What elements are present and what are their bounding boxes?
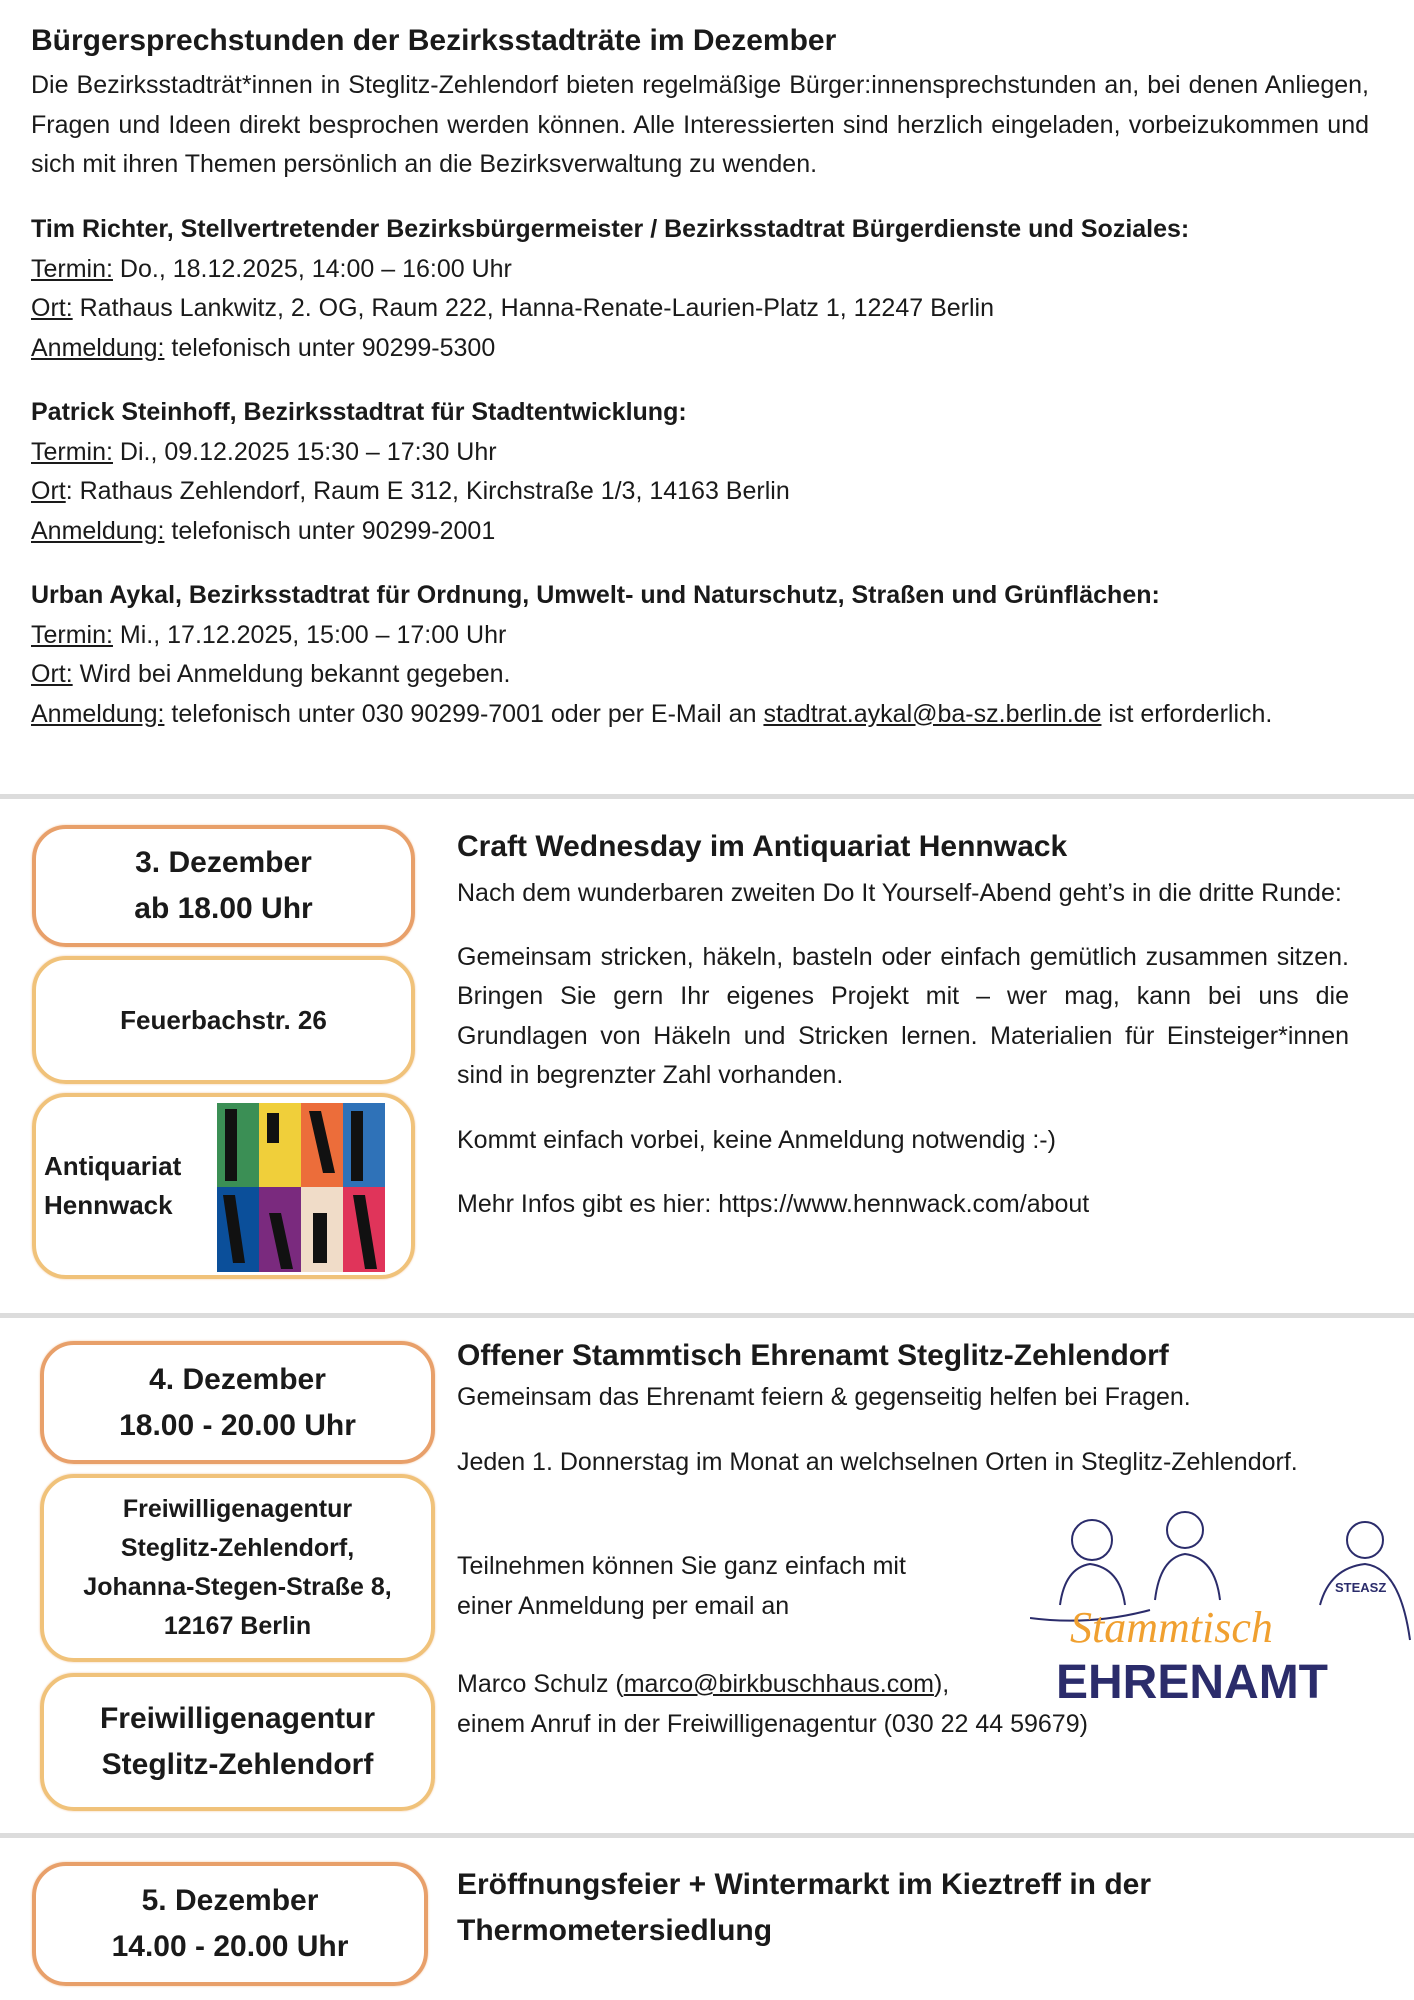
ort-label: Ort xyxy=(31,477,66,505)
termin-value: Do., 18.12.2025, 14:00 – 16:00 Uhr xyxy=(112,254,512,283)
event-address-box xyxy=(32,956,415,1084)
event-paragraph: Nach dem wunderbaren zweiten Do It Yourself-Abend geht’s in die dritte Runde: xyxy=(457,879,1342,907)
anmeldung-value: telefonisch unter 90299-2001 xyxy=(164,516,496,545)
event-date-box xyxy=(40,1341,435,1464)
anmeldung-value: telefonisch unter 90299-5300 xyxy=(164,333,496,362)
event-title: Craft Wednesday im Antiquariat Hennwack xyxy=(457,830,1068,863)
termin-label: Termin: xyxy=(31,437,113,466)
event-venue-box xyxy=(32,1093,415,1279)
anmeldung-suffix: ist erforderlich. xyxy=(1101,699,1273,728)
anmeldung-value: telefonisch unter 030 90299-7001 oder per E-Mail an xyxy=(164,699,764,728)
venue-name: Steglitz-Zehlendorf xyxy=(101,1748,374,1781)
title-line: Thermometersiedlung xyxy=(457,1914,773,1947)
event-paragraph: Jeden 1. Donnerstag im Monat an welchselnen Orten in Steglitz-Zehlendorf. xyxy=(457,1448,1298,1476)
event-title: Offener Stammtisch Ehrenamt Steglitz-Zehlendorf xyxy=(457,1339,1169,1372)
ort-value: Rathaus Lankwitz, 2. OG, Raum 222, Hanna-Renate-Laurien-Platz 1, 12247 Berlin xyxy=(72,294,995,322)
text-line: Teilnehmen können Sie ganz einfach mit xyxy=(457,1552,906,1580)
entry-aykal xyxy=(31,576,1369,734)
termin-label: Termin: xyxy=(31,254,113,283)
event-date: 5. Dezember xyxy=(141,1884,319,1917)
text-line: einer Anmeldung per email an xyxy=(457,1591,790,1620)
event-address: Feuerbachstr. 26 xyxy=(120,1004,327,1035)
venue-name: Antiquariat xyxy=(44,1151,182,1181)
venue-name: Hennwack xyxy=(44,1190,173,1220)
event-link[interactable]: Mehr Infos gibt es hier: https://www.hennwack.com/about xyxy=(457,1190,1090,1218)
event-time: 14.00 - 20.00 Uhr xyxy=(111,1930,349,1963)
title-line: Eröffnungsfeier + Wintermarkt im Kieztreff in der xyxy=(457,1868,1152,1901)
address-line: Johanna-Stegen-Straße 8, xyxy=(83,1573,392,1601)
address-line: Steglitz-Zehlendorf, xyxy=(120,1534,355,1562)
entry-name: Patrick Steinhoff, Bezirksstadtrat für Stadtentwicklung: xyxy=(31,398,687,426)
event-title xyxy=(457,1862,1151,1954)
event-contact xyxy=(457,1665,1088,1744)
address-line: Freiwilligenagentur xyxy=(122,1495,353,1523)
event-description xyxy=(457,874,1349,1225)
event-date-box xyxy=(32,1862,428,1986)
text: ), xyxy=(933,1670,950,1698)
event-time: 18.00 - 20.00 Uhr xyxy=(119,1408,356,1442)
entry-richter xyxy=(31,210,1391,368)
intro-text: Die Bezirksstadträt*innen in Steglitz-Zehlendorf bieten regelmäßige Bürger:innensprechstunden an, bei denen Anliegen, Fragen und Ideen direkt besprochen werden können. Alle Interessierten sind herzlich eingeladen, vorbeizukommen und sich mit ihren Themen persönlich an die Bezirksverwaltung zu wenden. xyxy=(31,71,1369,178)
event-date-box xyxy=(32,825,415,947)
stammtisch-ehrenamt-logo xyxy=(1030,1500,1414,1705)
divider xyxy=(0,1833,1414,1838)
email-link[interactable]: marco@birkbuschhaus.com xyxy=(623,1670,934,1698)
event-date: 3. Dezember xyxy=(135,846,312,879)
event-date: 4. Dezember xyxy=(149,1362,326,1396)
logo-badge: STEASZ xyxy=(1335,1580,1387,1595)
termin-label: Termin: xyxy=(31,620,113,649)
anmeldung-label: Anmeldung: xyxy=(31,516,165,545)
event-paragraph: Gemeinsam stricken, häkeln, basteln oder einfach gemütlich zusammen sitzen. Bringen Sie gern Ihr eigenes Projekt mit – wer mag, kann bei uns die Grundlagen von Häkeln und Stricken lernen. Materialien für Einsteiger*innen sind in begrenzter Zahl vorhanden. xyxy=(457,942,1349,1089)
entry-name: Tim Richter, Stellvertretender Bezirksbürgermeister / Bezirksstadtrat Bürgerdienste und Soziales: xyxy=(31,215,1190,243)
ort-label: Ort: xyxy=(31,294,73,322)
ort-value: Wird bei Anmeldung bekannt gegeben. xyxy=(72,660,511,688)
event-venue-box xyxy=(40,1673,435,1811)
page-title: Bürgersprechstunden der Bezirksstadträte im Dezember xyxy=(31,24,837,57)
divider xyxy=(0,794,1414,799)
hennwack-logo xyxy=(217,1103,385,1272)
event-subtitle: Gemeinsam das Ehrenamt feiern & gegenseitig helfen bei Fragen. xyxy=(457,1383,1191,1411)
termin-value: Mi., 17.12.2025, 15:00 – 17:00 Uhr xyxy=(112,620,507,649)
venue-name: Freiwilligenagentur xyxy=(99,1702,376,1735)
entry-name: Urban Aykal, Bezirksstadtrat für Ordnung, Umwelt- und Naturschutz, Straßen und Grünflächen: xyxy=(31,581,1160,609)
email-link[interactable]: stadtrat.aykal@ba-sz.berlin.de xyxy=(763,699,1102,728)
contact-phone: einem Anruf in der Freiwilligenagentur (030 22 44 59679) xyxy=(457,1709,1088,1738)
ort-value: : Rathaus Zehlendorf, Raum E 312, Kirchstraße 1/3, 14163 Berlin xyxy=(65,477,790,505)
divider xyxy=(0,1313,1414,1318)
ort-label: Ort: xyxy=(31,660,73,688)
event-paragraph xyxy=(457,1547,906,1626)
anmeldung-label: Anmeldung: xyxy=(31,333,165,362)
event-paragraph: Kommt einfach vorbei, keine Anmeldung notwendig :-) xyxy=(457,1125,1056,1154)
event-time: ab 18.00 Uhr xyxy=(134,892,313,925)
logo-word: EHRENAMT xyxy=(1056,1656,1328,1705)
termin-value: Di., 09.12.2025 15:30 – 17:30 Uhr xyxy=(112,437,497,466)
address-line: 12167 Berlin xyxy=(163,1612,312,1640)
anmeldung-label: Anmeldung: xyxy=(31,699,165,728)
entry-steinhoff xyxy=(31,393,1391,551)
logo-script: Stammtisch xyxy=(1070,1603,1273,1652)
event-address-box xyxy=(40,1474,435,1662)
contact-name: Marco Schulz ( xyxy=(457,1670,624,1698)
